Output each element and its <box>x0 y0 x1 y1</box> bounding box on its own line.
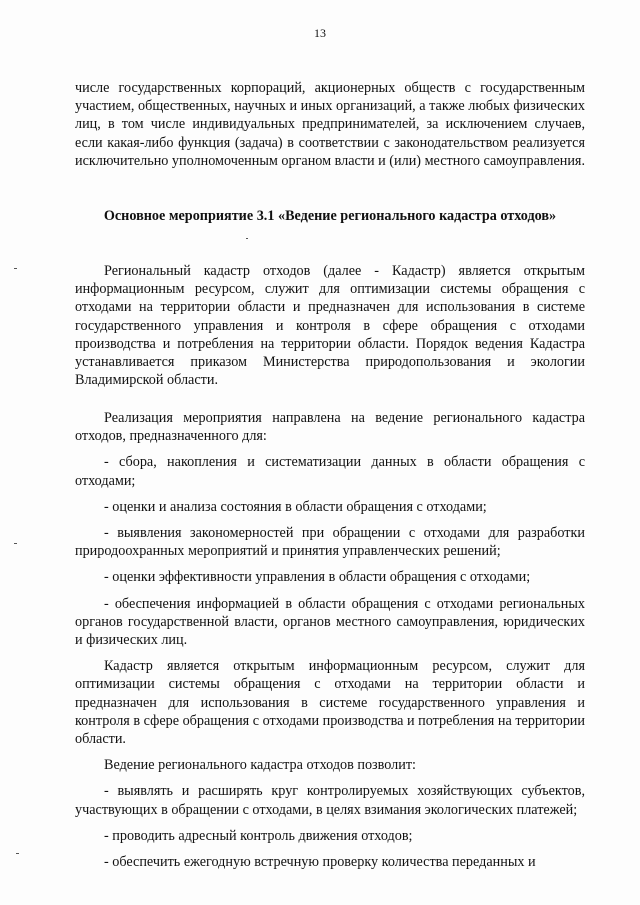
allows-item: - проводить адресный контроль движения отходов; <box>104 827 413 844</box>
top-paragraph: числе государственных корпораций, акционерных обществ с государственным участием, общественных, научных и иных организаций, а также любых физических лиц, в том числе индивидуальных предпринимателей, за исключением случаев, если какая-либо функция (задача) в соответствии с законодательством реализуется исключительно уполномоченным органом власти и (или) местного самоуправления. <box>75 80 586 169</box>
allows-intro: Ведение регионального кадастра отходов позволит: <box>104 757 416 774</box>
scan-mark <box>16 853 19 854</box>
scan-mark <box>246 238 248 239</box>
scan-mark <box>14 543 17 544</box>
purpose-intro: Реализация мероприятия направлена на ведение регионального кадастра отходов, предназначенного для: <box>75 410 585 445</box>
repeat-paragraph: Кадастр является открытым информационным ресурсом, служит для оптимизации системы обращения с отходами на территории области и предназначен для использования в системе государственного управления и контроля в сфере обращения с отходами производства и потребления на территории области. <box>75 658 585 748</box>
purpose-item: - сбора, накопления и систематизации данных в области обращения с отходами; <box>75 454 585 489</box>
allows-item: - обеспечить ежегодную встречную проверку количества переданных и <box>104 854 536 871</box>
purpose-item: - выявления закономерностей при обращении с отходами для разработки природоохранных мероприятий и принятия управленческих решений; <box>75 525 585 560</box>
intro-paragraph: Региональный кадастр отходов (далее - Кадастр) является открытым информационным ресурсом, служит для оптимизации системы обращения с отходами на территории области и предназначен для использования в системе государственного управления и контроля в сфере обращения с отходами производства и потребления на территории области. Порядок ведения Кадастра устанавливается приказом Министерства природопользования и экологии Владимирской области. <box>75 263 585 389</box>
section-heading: Основное мероприятие 3.1 «Ведение регионального кадастра отходов» <box>103 208 557 224</box>
top-paragraph-block <box>75 79 585 170</box>
intro-block <box>75 262 585 389</box>
scan-mark <box>14 268 17 269</box>
allows-item: - выявлять и расширять круг контролируемых хозяйствующих субъектов, участвующих в обращении с отходами, в целях взимания экологических платежей; <box>75 783 585 818</box>
purpose-item: - обеспечения информацией в области обращения с отходами региональных органов государственной власти, органов местного самоуправления, юридических и физических лиц. <box>75 595 585 649</box>
purpose-item: - оценки эффективности управления в области обращения с отходами; <box>104 569 531 586</box>
purpose-block <box>75 409 585 871</box>
page-number: 13 <box>314 26 326 40</box>
purpose-item: - оценки и анализа состояния в области обращения с отходами; <box>104 498 487 515</box>
